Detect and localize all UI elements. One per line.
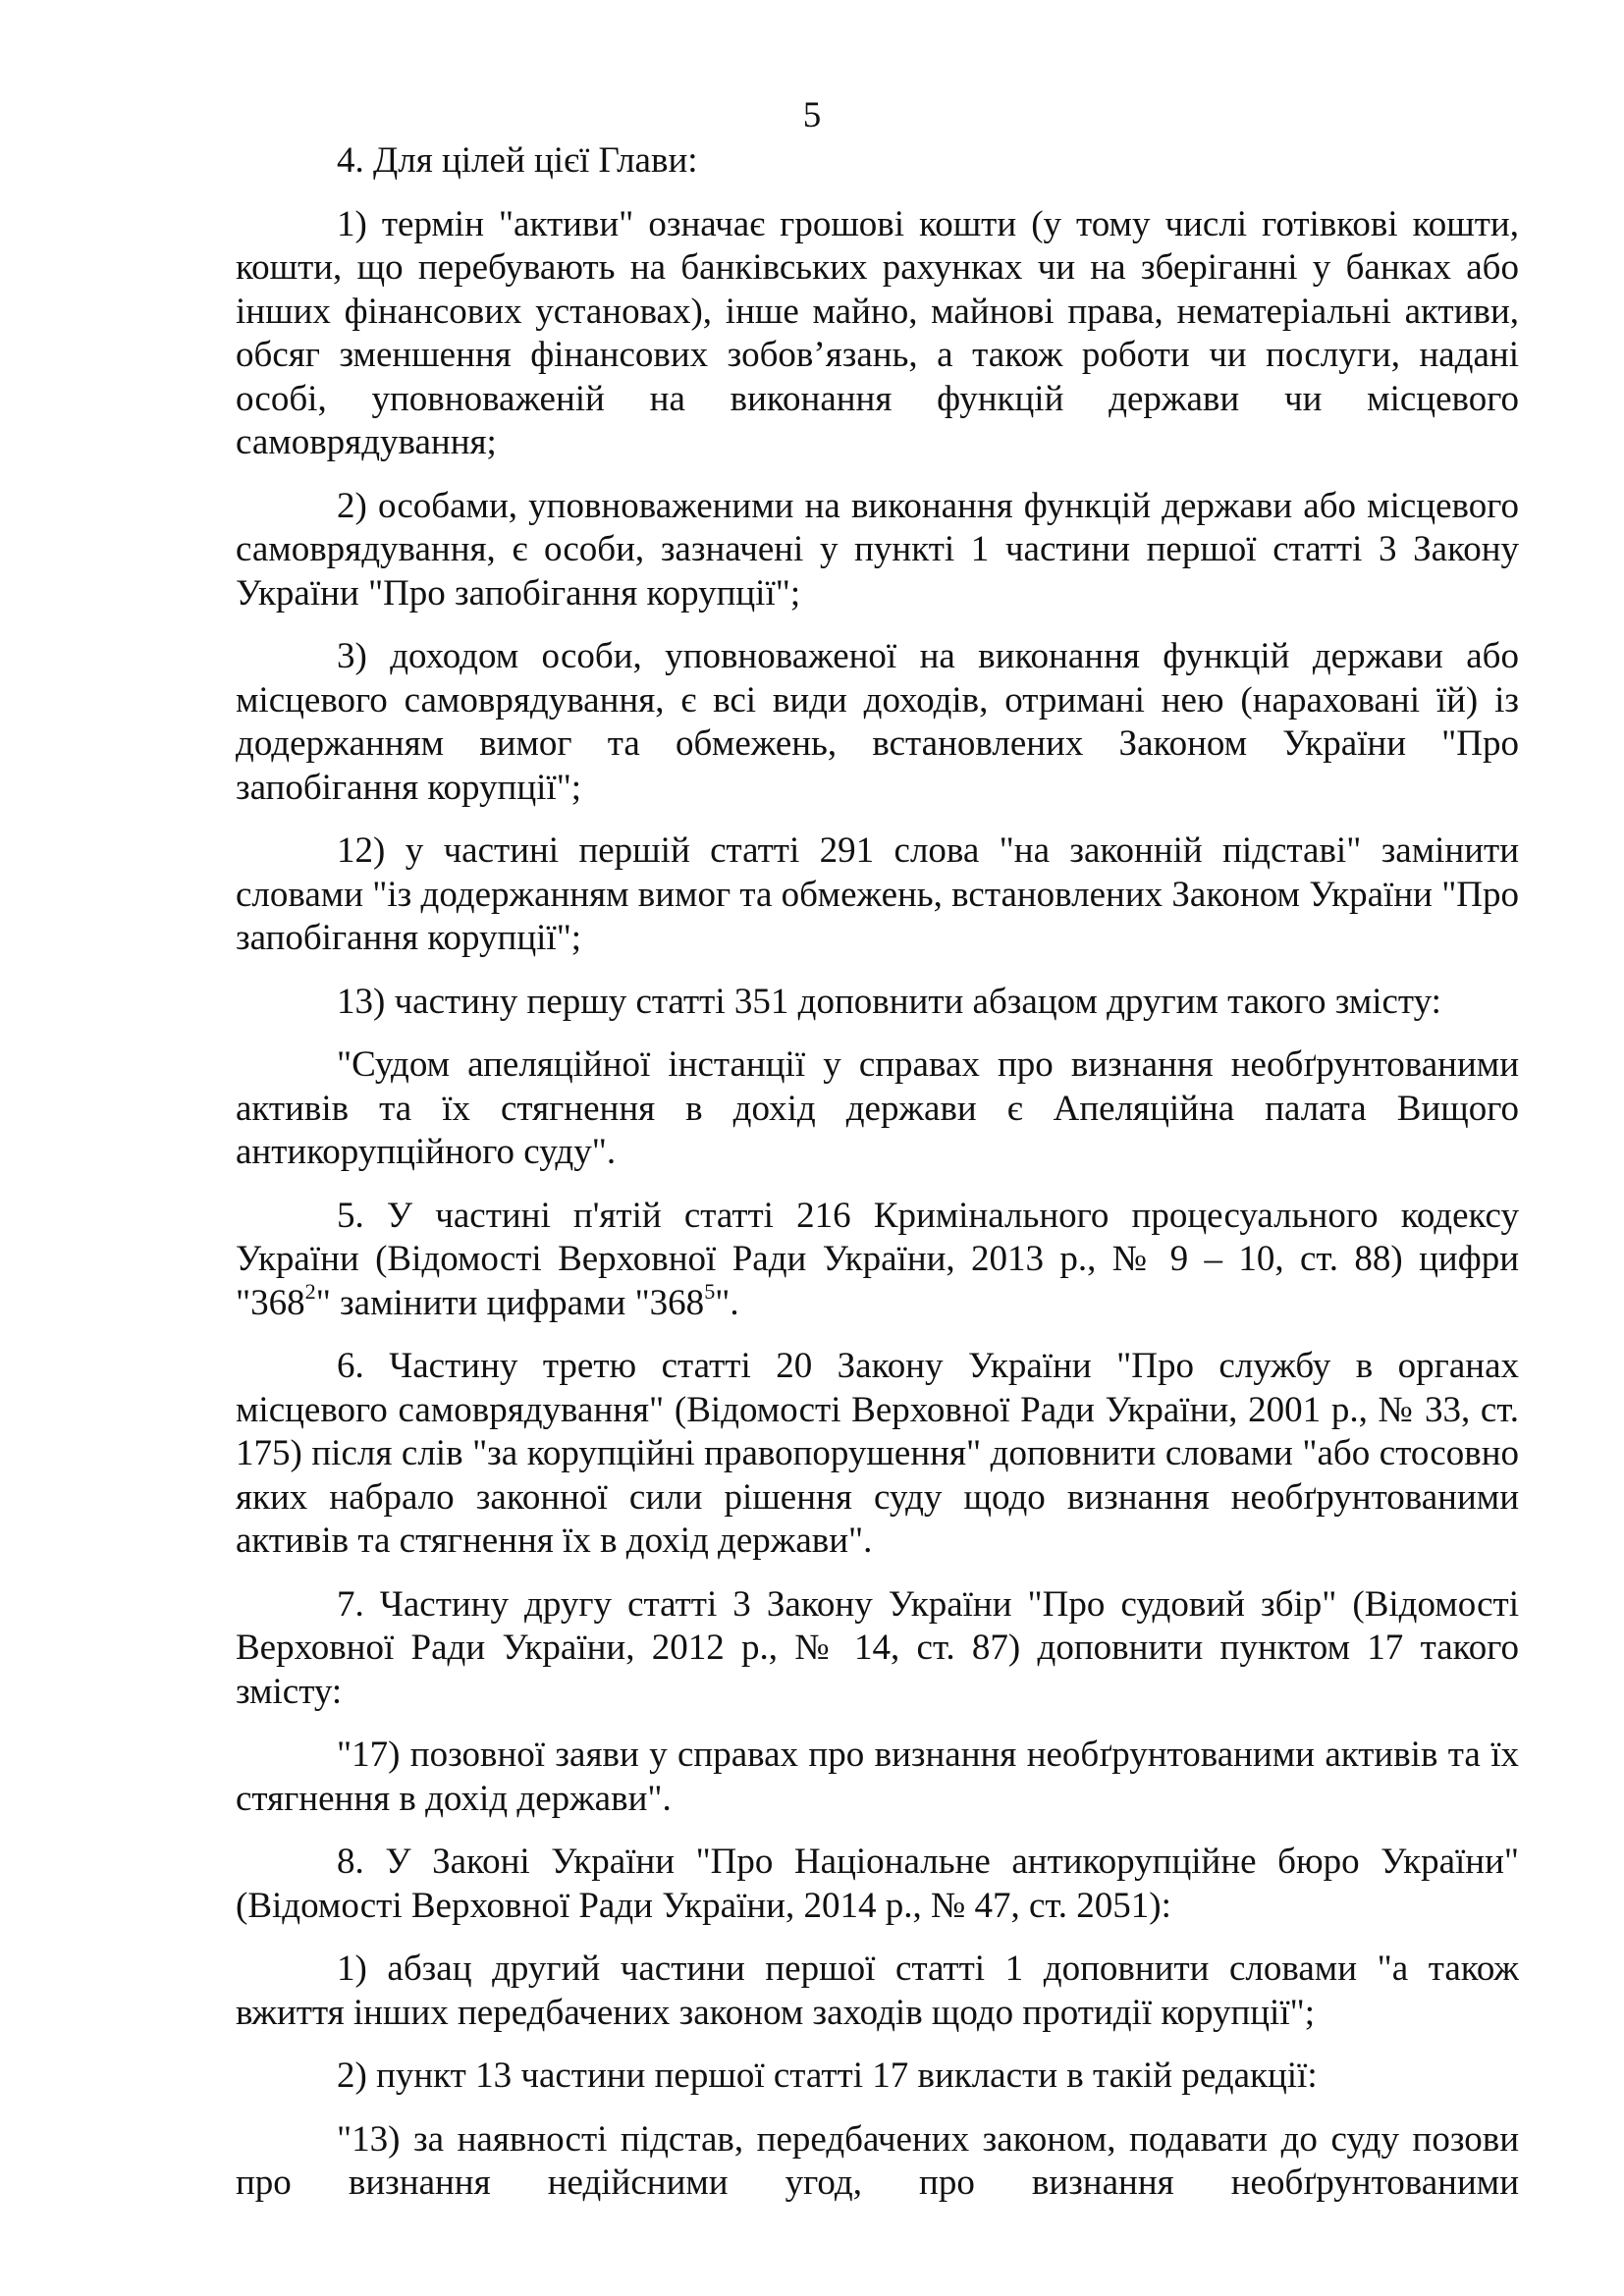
page-number: 5 bbox=[802, 95, 822, 135]
paragraph-4-1-assets-definition: 1) термін "активи" означає грошові кошти (у тому числі готівкові кошти, кошти, що перебувають на банківських рахунках чи на зберіганні у банках або інших фінансових установах), інше майно, майнові права, нематеріальні активи, обсяг зменшення фінансових зобов’язань, а також роботи чи послуги, надані особі, уповноваженій на виконання функцій держави чи місцевого самоврядування; bbox=[236, 203, 1519, 462]
paragraph-4-heading: 4. Для цілей цієї Глави: bbox=[337, 140, 698, 181]
paragraph-5-criminal-procedure-code: 5. У частині п'ятій статті 216 Кримінального процесуального кодексу України (Відомості Верховної Ради України, 2013 р., № 9 – 10, ст. 88) цифри "$368^2$" замінити цифрами "$368^5$". bbox=[236, 1195, 1519, 1323]
document-body bbox=[236, 139, 1519, 2225]
paragraph-item-13-quote: "13) за наявності підстав, передбачених законом, подавати до суду позови про визнання недійсними угод, про визнання необґрунтованими bbox=[236, 2118, 1519, 2203]
paragraph-8-nabu-law: 8. У Законі України "Про Національне антикорупційне бюро України" (Відомості Верховної Ради України, 2014 р., № 47, ст. 2051): bbox=[236, 1842, 1519, 1926]
paragraph-7-item-17-quote: "17) позовної заяви у справах про визнання необґрунтованими активів та їх стягнення в дохід держави". bbox=[236, 1735, 1519, 1819]
paragraph-8-2-article-17: 2) пункт 13 частини першої статті 17 викласти в такій редакції: bbox=[337, 2056, 1318, 2096]
paragraph-7-court-fee: 7. Частину другу статті 3 Закону України "Про судовий збір" (Відомості Верховної Ради України, 2012 р., № 14, ст. 87) доповнити пунктом 17 такого змісту: bbox=[236, 1583, 1519, 1712]
paragraph-6-local-government-service: 6. Частину третю статті 20 Закону України "Про службу в органах місцевого самоврядування" (Відомості Верховної Ради України, 2001 р., № 33, ст. 175) після слів "за корупційні правопорушення" доповнити словами "або стосовно яких набрало законної сили рішення суду щодо визнання необґрунтованими активів та стягнення їх в дохід держави". bbox=[236, 1346, 1519, 1561]
paragraph-4-3-income-definition: 3) доходом особи, уповноваженої на виконання функцій держави або місцевого самоврядування, є всі види доходів, отримані нею (нараховані їй) із додержанням вимог та обмежень, встановлених Законом України "Про запобігання корупції"; bbox=[236, 636, 1519, 808]
paragraph-13-article-351: 13) частину першу статті 351 доповнити абзацом другим такого змісту: bbox=[337, 981, 1441, 1022]
paragraph-8-1-article-1: 1) абзац другий частини першої статті 1 доповнити словами "а також вжиття інших передбачених законом заходів щодо протидії корупції"; bbox=[236, 1949, 1519, 2033]
paragraph-appeal-court-quote: "Судом апеляційної інстанції у справах про визнання необґрунтованими активів та їх стягнення в дохід держави є Апеляційна палата Вищого антикорупційного суду". bbox=[236, 1044, 1519, 1172]
paragraph-12-article-291: 12) у частині першій статті 291 слова "на законній підставі" замінити словами "із додержанням вимог та обмежень, встановлених Законом України "Про запобігання корупції"; bbox=[236, 830, 1520, 958]
paragraph-4-2-authorized-persons: 2) особами, уповноваженими на виконання функцій держави або місцевого самоврядування, є особи, зазначені у пункті 1 частини першої статті 3 Закону України "Про запобігання корупції"; bbox=[236, 485, 1519, 614]
